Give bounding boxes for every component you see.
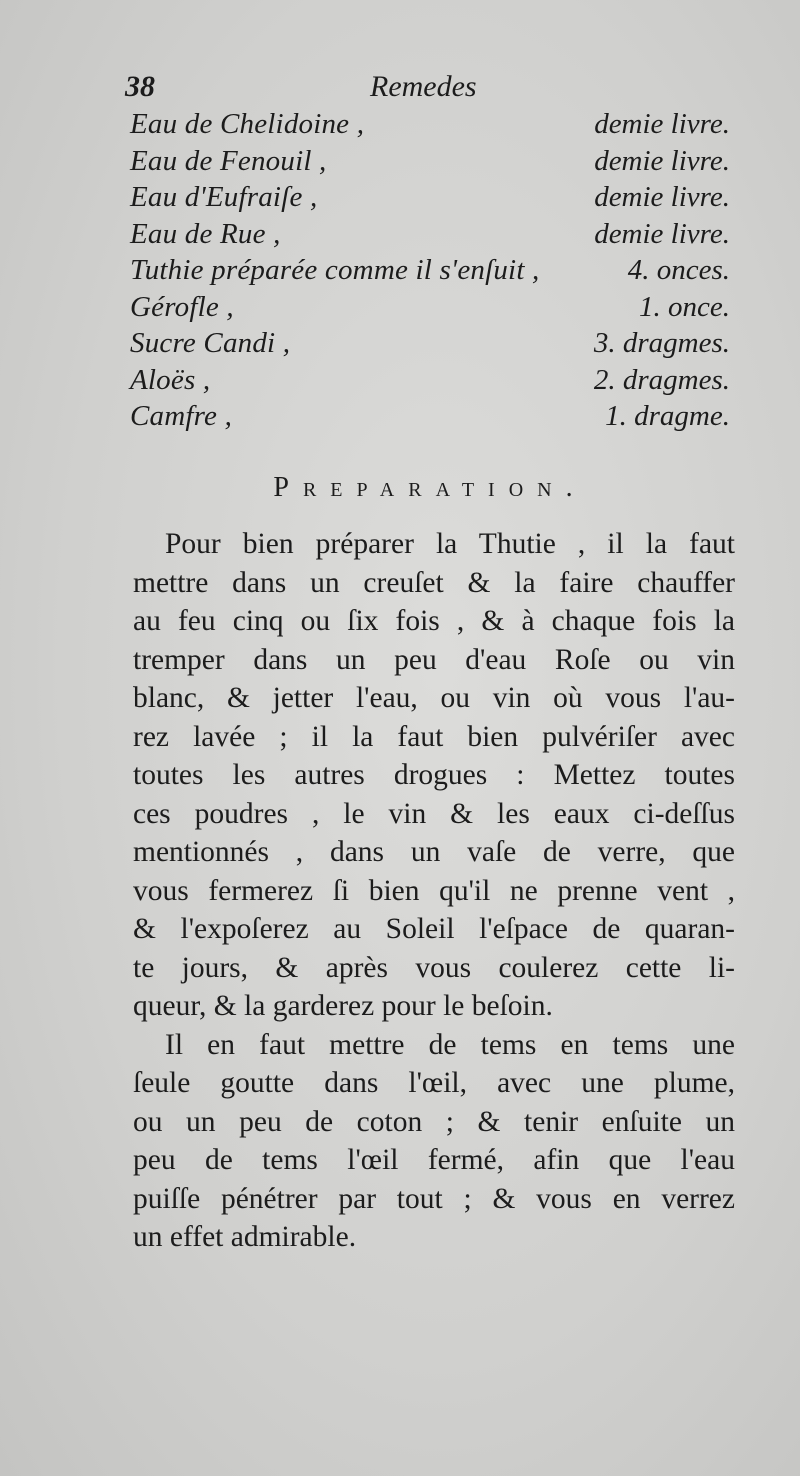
ingredient-name: Eau de Rue ,: [130, 217, 281, 250]
text-line: Il en faut mettre de tems en tems une: [165, 1028, 735, 1061]
text-line: toutes les autres drogues : Mettez toutes: [133, 759, 735, 791]
ingredient-row: [130, 291, 730, 328]
ingredient-row: [130, 364, 730, 401]
ingredient-quantity: 3. dragmes.: [593, 327, 730, 359]
ingredient-row: [130, 145, 730, 182]
ingredient-quantity: demie livre.: [594, 144, 730, 177]
page-header: [125, 70, 725, 110]
ingredient-name: Tuthie préparée comme il s'enſuit ,: [130, 254, 540, 286]
page-number: 38: [125, 70, 155, 103]
text-line: Pour bien préparer la Thutie , il la faut: [165, 528, 735, 560]
ingredient-quantity: demie livre.: [594, 181, 730, 213]
text-line: au feu cinq ou ſix fois , & à chaque fois la: [133, 605, 735, 637]
text-line: & l'expoſerez au Soleil l'eſpace de quaran-: [133, 913, 735, 945]
paragraph: [133, 525, 735, 1026]
text-line: rez lavée ; il la faut bien pulvériſer avec: [133, 720, 735, 753]
ingredient-name: Gérofle ,: [130, 290, 234, 323]
ingredient-quantity: 2. dragmes.: [593, 363, 730, 396]
ingredient-quantity: demie livre.: [594, 108, 730, 140]
paragraph: [133, 1026, 735, 1257]
text-line: un effet admirable.: [133, 1221, 357, 1253]
ingredient-name: Sucre Candi ,: [130, 327, 291, 359]
ingredient-name: Eau de Fenouil ,: [130, 144, 327, 177]
text-line: puiſſe pénétrer par tout ; & vous en verrez: [133, 1182, 735, 1215]
ingredient-row: [130, 181, 730, 218]
ingredient-row: [130, 254, 730, 291]
ingredient-name: Camfre ,: [130, 400, 233, 432]
ingredient-row: [130, 108, 730, 145]
text-line: ou un peu de coton ; & tenir enſuite un: [133, 1105, 735, 1138]
ingredient-list: [130, 108, 730, 437]
running-head: Remedes: [370, 70, 477, 103]
ingredient-name: Eau de Chelidoine ,: [130, 108, 365, 140]
text-line: ſeule goutte dans l'œil, avec une plume,: [133, 1067, 735, 1099]
text-line: mentionnés , dans un vaſe de verre, que: [133, 836, 735, 868]
ingredient-quantity: 4. onces.: [627, 254, 730, 286]
ingredient-row: [130, 218, 730, 255]
text-line: mettre dans un creuſet & la faire chauffer: [133, 566, 735, 599]
text-line: blanc, & jetter l'eau, ou vin où vous l'au-: [133, 682, 735, 714]
text-line: peu de tems l'œil fermé, afin que l'eau: [133, 1144, 735, 1176]
text-line: queur, & la garderez pour le beſoin.: [133, 990, 553, 1022]
ingredient-row: [130, 400, 730, 437]
ingredient-row: [130, 327, 730, 364]
ingredient-name: Aloës ,: [130, 363, 211, 396]
section-title: Preparation.: [273, 472, 587, 503]
ingredient-name: Eau d'Eufraiſe ,: [130, 181, 318, 213]
ingredient-quantity: 1. once.: [639, 290, 730, 323]
text-line: ces poudres , le vin & les eaux ci-deſſus: [133, 797, 735, 830]
text-line: tremper dans un peu d'eau Roſe ou vin: [133, 643, 735, 676]
ingredient-quantity: 1. dragme.: [605, 400, 730, 432]
text-line: vous fermerez ſi bien qu'il ne prenne vent ,: [133, 874, 735, 907]
ingredient-quantity: demie livre.: [594, 217, 730, 250]
text-line: te jours, & après vous coulerez cette li-: [133, 951, 735, 984]
body-text: [133, 525, 735, 1257]
